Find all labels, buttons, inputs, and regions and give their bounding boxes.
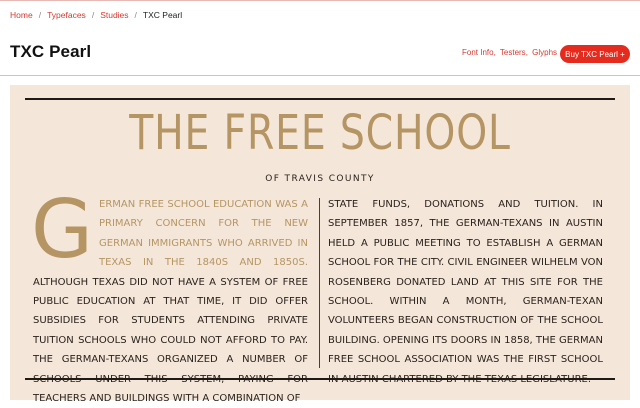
type-specimen bbox=[10, 85, 630, 405]
column-divider bbox=[319, 198, 320, 368]
breadcrumb-studies-link[interactable]: Studies bbox=[100, 10, 129, 20]
specimen-top-rule bbox=[25, 98, 615, 100]
testers-link[interactable]: Testers bbox=[499, 48, 526, 57]
breadcrumb-separator: / bbox=[91, 10, 95, 20]
breadcrumb-typefaces-link[interactable]: Typefaces bbox=[47, 10, 86, 20]
breadcrumb-home-link[interactable]: Home bbox=[10, 10, 33, 20]
lead-text: ERMAN FREE SCHOOL EDUCATION WAS A PRIMARY CONCERN FOR THE NEW GERMAN IMMIGRANTS WHO ARRIVED IN TEXAS IN THE 1840S AND 1850S. bbox=[99, 199, 308, 269]
specimen-headline: THE FREE SCHOOL bbox=[129, 105, 511, 161]
drop-cap: G bbox=[31, 183, 93, 276]
buy-button[interactable]: Buy TXC Pearl + bbox=[560, 45, 630, 63]
breadcrumb-separator: / bbox=[134, 10, 137, 20]
breadcrumb bbox=[10, 8, 182, 22]
specimen-subtitle: OF TRAVIS COUNTY bbox=[265, 174, 375, 184]
specimen-left-column bbox=[31, 183, 308, 408]
specimen-bottom-rule bbox=[25, 378, 615, 380]
page-title: TXC Pearl bbox=[10, 42, 92, 61]
glyphs-link[interactable]: Glyphs bbox=[532, 48, 558, 57]
specimen-right-column bbox=[328, 195, 603, 389]
breadcrumb-separator: / bbox=[38, 10, 42, 20]
link-separator: , bbox=[493, 48, 496, 57]
header-divider bbox=[0, 75, 640, 76]
font-info-link[interactable]: Font Info bbox=[462, 48, 494, 57]
top-rule bbox=[0, 0, 640, 1]
right-column-text: STATE FUNDS, DONATIONS AND TUITION. IN SEPTEMBER 1857, THE GERMAN-TEXANS IN AUSTIN HELD A PUBLIC MEETING TO ESTABLISH A GERMAN SCHOOL FOR THE CITY. CIVIL ENGINEER WILHELM VON ROSENBERG DONATED LAND AT THIS SITE FOR THE SCHOOL. WITHIN A MONTH, GERMAN-TEXAN VOLUNTEERS BEGAN CONSTRUCTION OF THE SCHOOL BUILDING. OPENING ITS DOORS IN 1858, THE GERMAN FREE SCHOOL ASSOCIATION WAS THE FIRST SCHOOL bbox=[328, 199, 603, 366]
left-column-text: ALTHOUGH TEXAS DID NOT HAVE A SYSTEM OF FREE PUBLIC EDUCATION AT THAT TIME, IT DID OFFER SUBSIDIES FOR STUDENTS ATTENDING PRIVATE TUITION SCHOOLS WHO COULD NOT AFFORD TO PAY. THE GERMAN-TEXANS ORGANIZED A NUMBER OF TEACHERS AND BUILDINGS WITH A COMBINATION OF bbox=[33, 276, 308, 405]
header-links bbox=[462, 48, 557, 57]
breadcrumb-current: TXC Pearl bbox=[142, 10, 183, 20]
link-separator: , bbox=[525, 48, 528, 57]
